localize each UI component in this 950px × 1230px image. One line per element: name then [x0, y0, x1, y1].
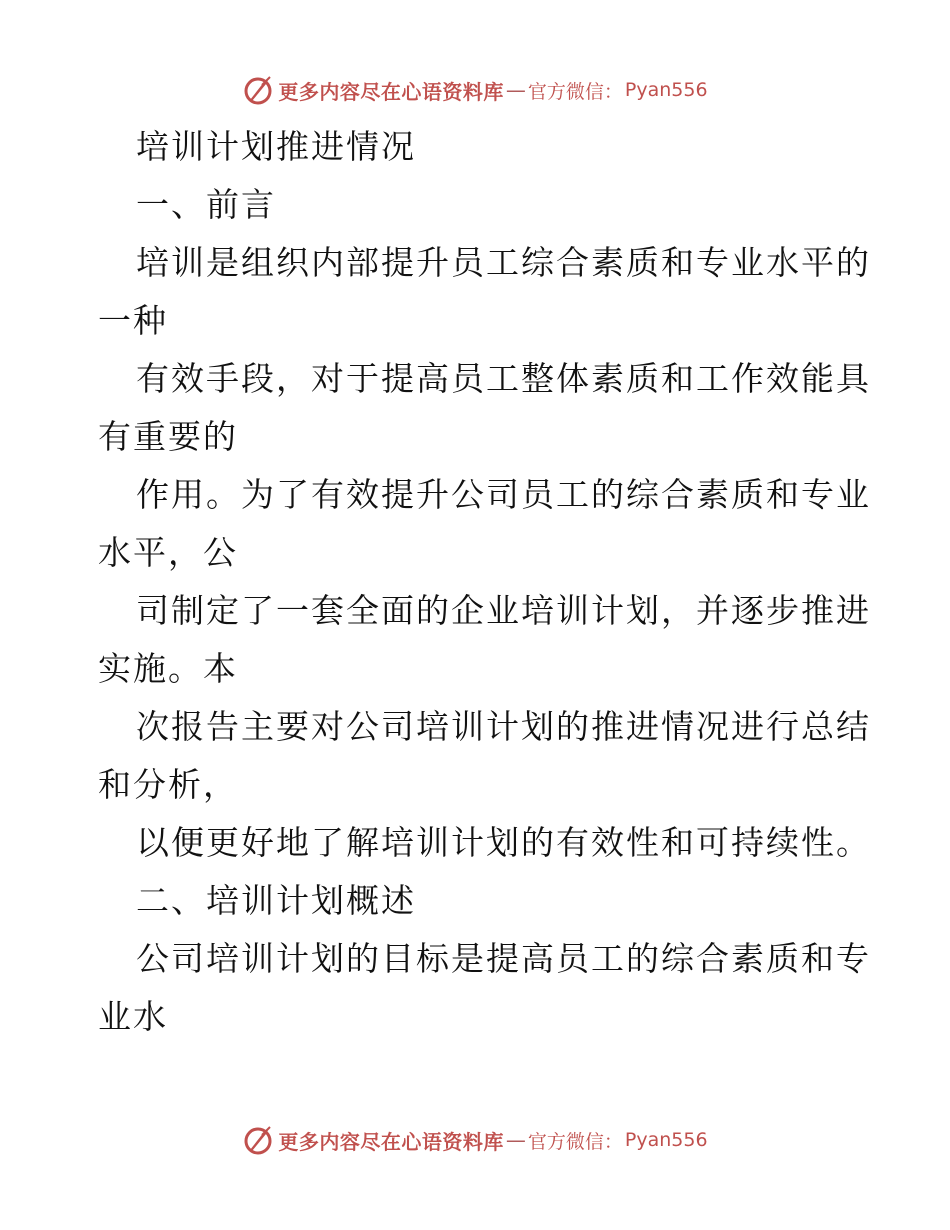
banner-separator: —	[505, 78, 526, 102]
quill-logo-icon	[242, 1124, 274, 1156]
banner-wechat-id: Pyan556	[624, 1129, 708, 1151]
text-line: 水平，公	[98, 533, 238, 572]
header-banner	[0, 70, 950, 110]
banner-separator: —	[505, 1128, 526, 1152]
text-line: 实施。本	[98, 649, 238, 688]
quill-logo-icon	[242, 74, 274, 106]
text-line: 培训是组织内部提升员工综合素质和专业水平的	[136, 243, 871, 282]
banner-wechat-id: Pyan556	[624, 79, 708, 101]
text-line: 业水	[98, 997, 168, 1036]
banner-wechat-label: 官方微信：	[527, 1130, 623, 1153]
text-line: 次报告主要对公司培训计划的推进情况进行总结	[136, 707, 871, 746]
text-line: 有效手段，对于提高员工整体素质和工作效能具	[136, 359, 871, 398]
banner-text: 更多内容尽在心语资料库	[278, 79, 504, 104]
text-line: 公司培训计划的目标是提高员工的综合素质和专	[136, 939, 871, 978]
section-heading-1: 一、前言	[136, 185, 276, 224]
text-line: 以便更好地了解培训计划的有效性和可持续性。	[136, 823, 871, 862]
text-line: 司制定了一套全面的企业培训计划，并逐步推进	[136, 591, 871, 630]
document-title: 培训计划推进情况	[136, 127, 416, 166]
document-body	[98, 118, 871, 1046]
section-heading-2: 二、培训计划概述	[136, 881, 416, 920]
text-line: 一种	[98, 301, 168, 340]
footer-banner	[0, 1120, 950, 1160]
text-line: 有重要的	[98, 417, 238, 456]
text-line: 和分析，	[98, 765, 238, 804]
banner-wechat-label: 官方微信：	[527, 80, 623, 103]
text-line: 作用。为了有效提升公司员工的综合素质和专业	[136, 475, 871, 514]
banner-text: 更多内容尽在心语资料库	[278, 1129, 504, 1154]
